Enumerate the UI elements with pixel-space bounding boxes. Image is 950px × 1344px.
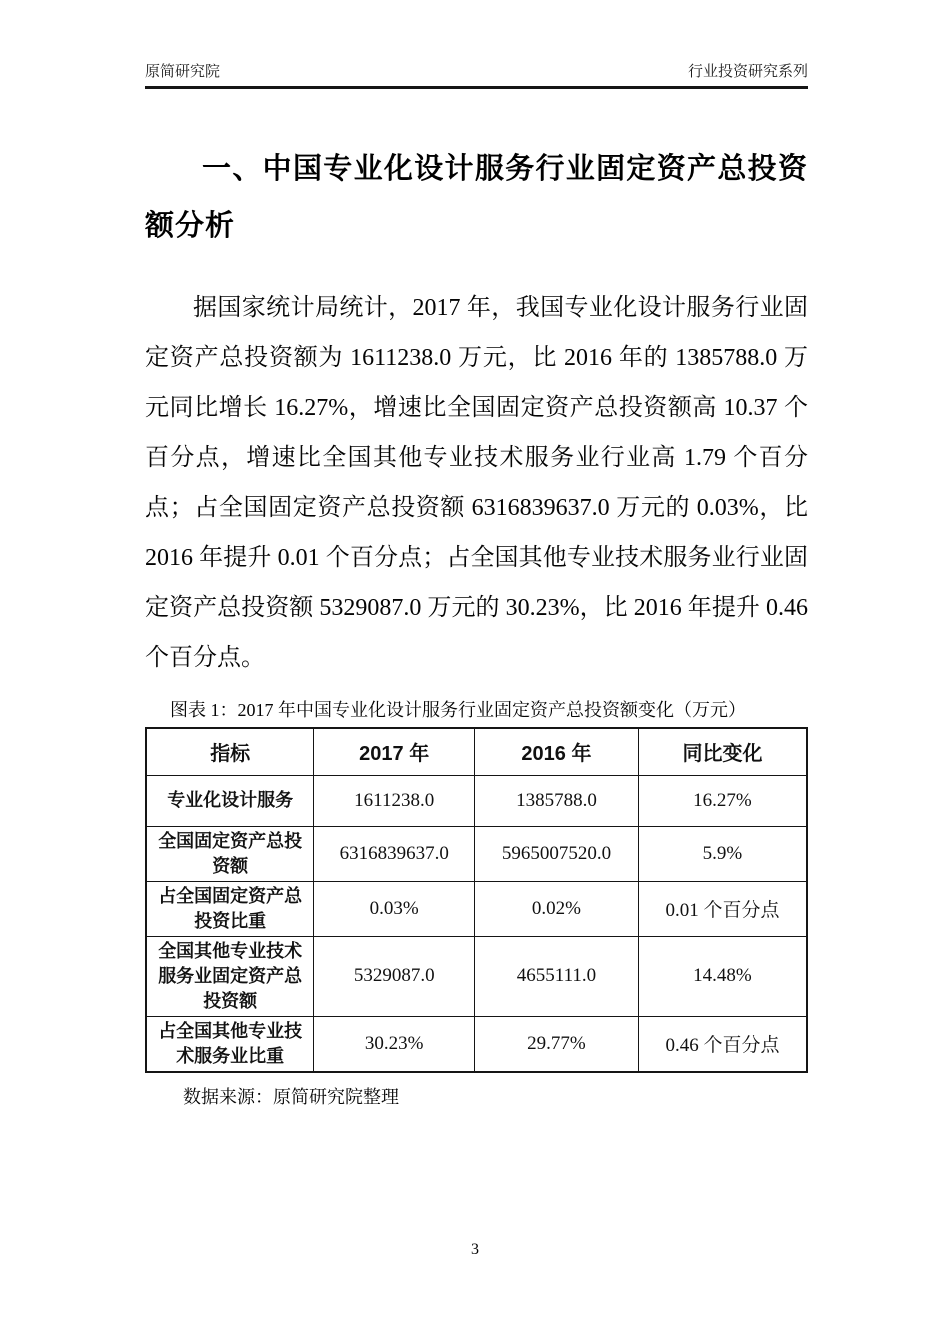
table-row bbox=[146, 1016, 807, 1072]
value-2017: 1611238.0 bbox=[314, 775, 475, 826]
row-label: 全国固定资产总投资额 bbox=[146, 826, 314, 881]
table-row bbox=[146, 826, 807, 881]
header-right-text: 行业投资研究系列 bbox=[687, 63, 808, 80]
table-caption: 图表 1：2017 年中国专业化设计服务行业固定资产总投资额变化（万元） bbox=[170, 700, 746, 720]
value-yoy: 14.48% bbox=[638, 936, 807, 1016]
table-row bbox=[146, 775, 807, 826]
column-header-yoy: 同比变化 bbox=[638, 728, 807, 775]
column-header-2017: 2017 年 bbox=[314, 728, 475, 775]
value-2016: 29.77% bbox=[475, 1016, 639, 1072]
value-2017: 5329087.0 bbox=[314, 936, 475, 1016]
value-2016: 0.02% bbox=[475, 881, 639, 936]
header-divider bbox=[145, 86, 808, 89]
table-row bbox=[146, 881, 807, 936]
value-yoy: 5.9% bbox=[638, 826, 807, 881]
row-label: 占全国其他专业技术服务业比重 bbox=[146, 1016, 314, 1072]
value-2016: 5965007520.0 bbox=[475, 826, 639, 881]
column-header-2016: 2016 年 bbox=[475, 728, 639, 775]
row-label: 专业化设计服务 bbox=[146, 775, 314, 826]
header-left-text: 原简研究院 bbox=[145, 63, 221, 80]
value-yoy: 16.27% bbox=[638, 775, 807, 826]
body-paragraph: 据国家统计局统计，2017 年，我国专业化设计服务行业固定资产总投资额为 1611238.0 万元，比 2016 年的 1385788.0 万元同比增长 16.27%，增速比全国固定资产总投资额高 10.37 个百分点，增速比全国其他专业技术服务业行业高 1.79 个百分点；占全国固定资产总投资额 6316839637.0 万元的 0.03%，比 2016 年提升 0.01 个百分点；占全国其他专业技术服务业行业固定资产总投资额 5329087.0 万元的 30.23%，比 2016 年提升 0.46 个百分点。 bbox=[145, 295, 808, 671]
value-2017: 30.23% bbox=[314, 1016, 475, 1072]
row-label: 全国其他专业技术服务业固定资产总投资额 bbox=[146, 936, 314, 1016]
data-table bbox=[145, 727, 808, 1073]
table-row bbox=[146, 936, 807, 1016]
row-label: 占全国固定资产总投资比重 bbox=[146, 881, 314, 936]
value-2017: 6316839637.0 bbox=[314, 826, 475, 881]
page-number: 3 bbox=[471, 1241, 479, 1258]
page-footer bbox=[0, 1241, 950, 1259]
value-yoy: 0.46 个百分点 bbox=[638, 1016, 807, 1072]
column-header-metric: 指标 bbox=[146, 728, 314, 775]
table-header-row bbox=[146, 728, 807, 775]
running-header bbox=[145, 60, 808, 86]
value-2016: 4655111.0 bbox=[475, 936, 639, 1016]
source-note: 数据来源：原简研究院整理 bbox=[183, 1086, 399, 1107]
value-yoy: 0.01 个百分点 bbox=[638, 881, 807, 936]
section-title: 一、中国专业化设计服务行业固定资产总投资额分析 bbox=[145, 153, 808, 242]
value-2017: 0.03% bbox=[314, 881, 475, 936]
value-2016: 1385788.0 bbox=[475, 775, 639, 826]
